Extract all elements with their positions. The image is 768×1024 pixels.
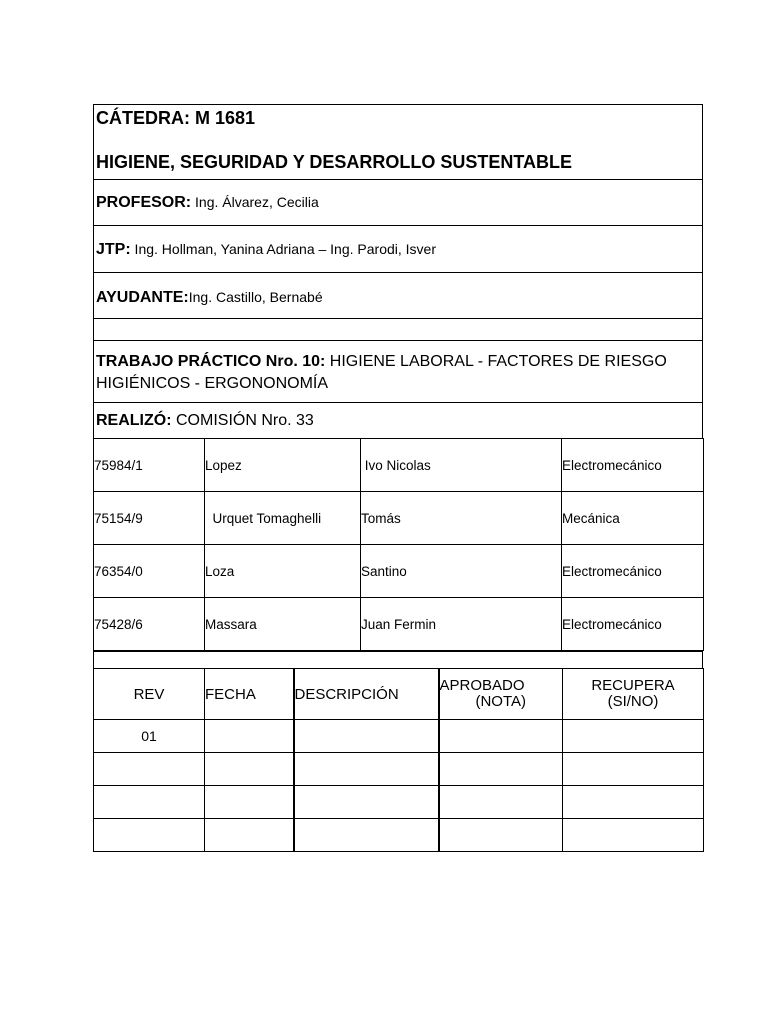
- rev-header: REV: [94, 669, 205, 720]
- student-career: Electromecánico: [562, 598, 704, 651]
- student-name: Tomás: [361, 492, 562, 545]
- fecha-cell: [205, 819, 294, 852]
- recupera-header-line1: RECUPERA: [591, 677, 675, 694]
- aprobado-cell: [439, 819, 563, 852]
- revision-row: [94, 819, 704, 852]
- student-surname: Urquet Tomaghelli: [205, 492, 361, 545]
- student-surname: Massara: [205, 598, 361, 651]
- realizo-row: [94, 402, 702, 438]
- spacer-row-2: [93, 651, 703, 668]
- student-surname: Lopez: [205, 439, 361, 492]
- course-header: [94, 104, 702, 179]
- trabajo-value: HIGIENE LABORAL - FACTORES DE RIESGO HIGIÉNICOS - ERGONONOMÍA: [96, 353, 667, 392]
- fecha-cell: [205, 720, 294, 753]
- recupera-cell: [563, 720, 704, 753]
- trabajo-label: TRABAJO PRÁCTICO Nro. 10:: [96, 353, 326, 370]
- student-row: [94, 492, 704, 545]
- ayudante-value: Ing. Castillo, Bernabé: [188, 289, 323, 305]
- aprobado-header-line2: (NOTA): [475, 693, 527, 710]
- student-row: [94, 545, 704, 598]
- aprobado-header: [439, 669, 563, 720]
- aprobado-cell: [439, 786, 563, 819]
- jtp-value: Ing. Hollman, Yanina Adriana – Ing. Parodi, Isver: [130, 241, 436, 257]
- fecha-header: FECHA: [205, 669, 294, 720]
- revision-row: [94, 786, 704, 819]
- student-id: 75428/6: [94, 598, 205, 651]
- revision-header-row: [94, 669, 704, 720]
- aprobado-cell: [439, 753, 563, 786]
- student-name: Ivo Nicolas: [361, 439, 562, 492]
- aprobado-cell: [439, 720, 563, 753]
- trabajo-row: [94, 340, 702, 402]
- recupera-cell: [563, 819, 704, 852]
- revision-row: [94, 753, 704, 786]
- profesor-row: [94, 179, 702, 225]
- header-block: [93, 104, 703, 438]
- student-career: Electromecánico: [562, 439, 704, 492]
- student-id: 76354/0: [94, 545, 205, 598]
- fecha-cell: [205, 786, 294, 819]
- descripcion-cell: [294, 753, 439, 786]
- realizo-value: COMISIÓN Nro. 33: [171, 412, 314, 429]
- student-id: 75154/9: [94, 492, 205, 545]
- recupera-cell: [563, 753, 704, 786]
- jtp-row: [94, 225, 702, 272]
- descripcion-header: DESCRIPCIÓN: [294, 669, 439, 720]
- course-code: CÁTEDRA: M 1681: [96, 108, 256, 128]
- profesor-value: Ing. Álvarez, Cecilia: [191, 194, 319, 210]
- revision-table: [93, 668, 704, 852]
- profesor-label: PROFESOR:: [96, 194, 192, 211]
- student-id: 75984/1: [94, 439, 205, 492]
- rev-cell: [94, 819, 205, 852]
- recupera-header: [563, 669, 704, 720]
- descripcion-cell: [294, 819, 439, 852]
- student-row: [94, 598, 704, 651]
- student-name: Juan Fermin: [361, 598, 562, 651]
- realizo-label: REALIZÓ:: [96, 412, 172, 429]
- student-row: [94, 439, 704, 492]
- student-surname: Loza: [205, 545, 361, 598]
- course-title: HIGIENE, SEGURIDAD Y DESARROLLO SUSTENTABLE: [96, 152, 573, 172]
- students-table: [93, 438, 704, 651]
- ayudante-row: [94, 272, 702, 318]
- student-name: Santino: [361, 545, 562, 598]
- aprobado-header-line1: APROBADO: [439, 677, 525, 694]
- recupera-header-line2: (SI/NO): [607, 693, 659, 710]
- rev-cell: [94, 786, 205, 819]
- student-career: Mecánica: [562, 492, 704, 545]
- fecha-cell: [205, 753, 294, 786]
- rev-cell: 01: [94, 720, 205, 753]
- student-career: Electromecánico: [562, 545, 704, 598]
- descripcion-cell: [294, 786, 439, 819]
- jtp-label: JTP:: [96, 241, 131, 258]
- recupera-cell: [563, 786, 704, 819]
- ayudante-label: AYUDANTE:: [96, 289, 189, 306]
- rev-cell: [94, 753, 205, 786]
- document-sheet: [93, 104, 703, 852]
- spacer-row: [94, 318, 702, 340]
- descripcion-cell: [294, 720, 439, 753]
- revision-row: [94, 720, 704, 753]
